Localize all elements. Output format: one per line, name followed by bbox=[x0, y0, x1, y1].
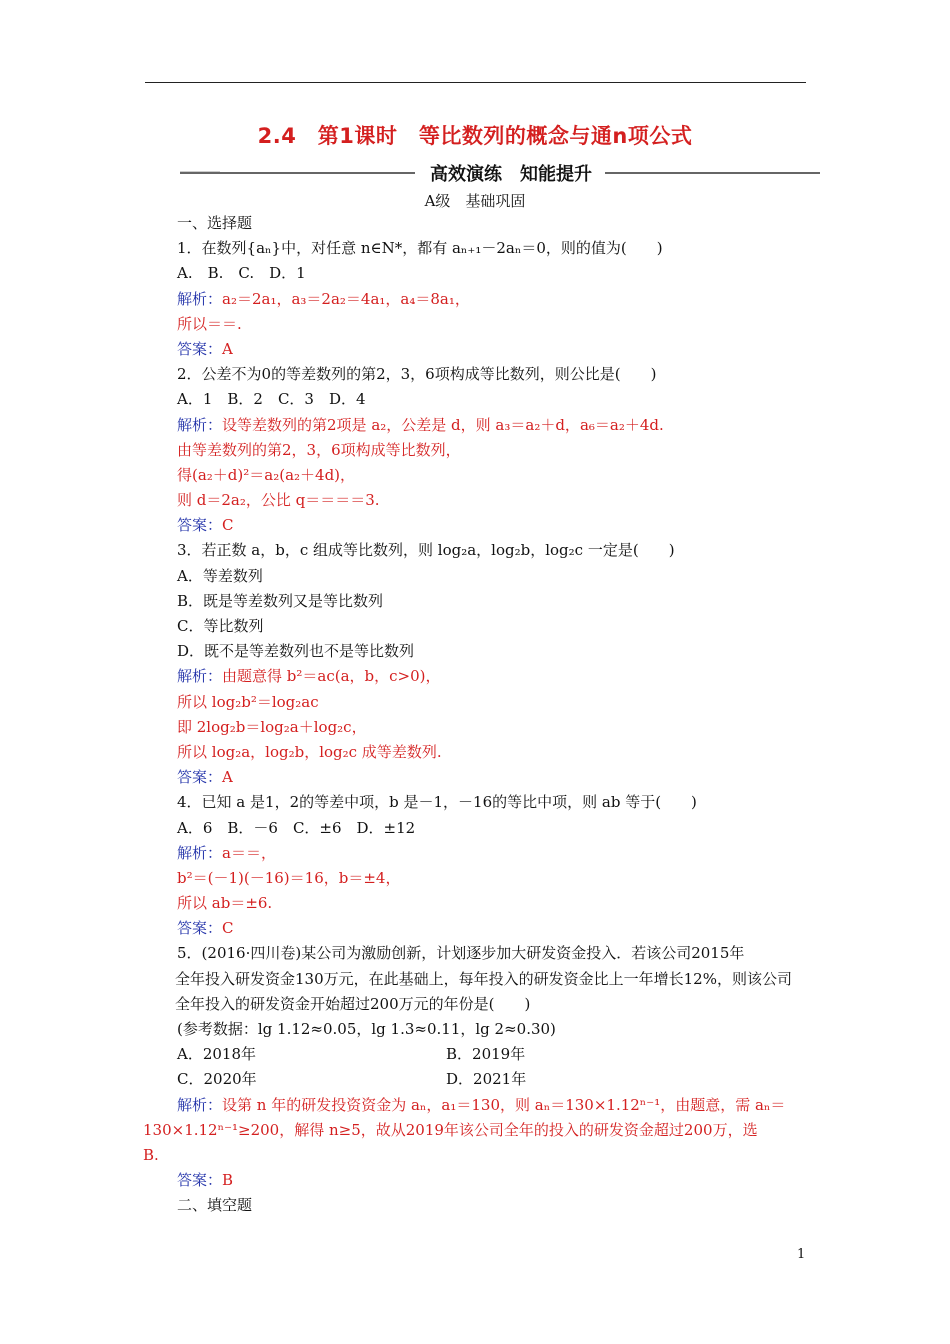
answer-label: 答案： bbox=[177, 768, 223, 787]
question-line: C．等比数列 bbox=[177, 617, 264, 635]
q5-option-d: D．2021年 bbox=[446, 1070, 527, 1089]
solution-line: 所以 log₂b²＝log₂ac bbox=[177, 692, 319, 711]
line-text: 由题意得 b²＝ac(a，b，c>0)， bbox=[222, 667, 441, 686]
question-line: A. B. C. D．1 bbox=[177, 264, 306, 283]
q5-stem-line-1: 5．(2016·四川卷)某公司为激励创新，计划逐步加大研发资金投入．若该公司2015年 bbox=[177, 944, 745, 963]
solution-line: 所以 ab＝±6. bbox=[177, 894, 273, 913]
question-line: A．6 B．－6 C．±6 D．±12 bbox=[177, 818, 416, 837]
answer-label: 答案： bbox=[177, 919, 223, 938]
subtitle-text: 高效演练 知能提升 bbox=[430, 164, 592, 185]
answer-label: 答案： bbox=[177, 339, 223, 358]
question-line: 3．若正数 a，b，c 组成等比数列，则 log₂a，log₂b，log₂c 一定是( ) bbox=[177, 541, 675, 560]
solution-line: 即 2log₂b＝log₂a＋log₂c， bbox=[177, 717, 367, 736]
question-line: 4．已知 a 是1，2的等差中项，b 是－1，－16的等比中项，则 ab 等于( ) bbox=[177, 793, 697, 812]
section-heading-fill-in: 二、填空题 bbox=[177, 1196, 253, 1215]
q5-options-row-1 bbox=[177, 1042, 807, 1067]
question-line: D．既不是等差数列也不是等比数列 bbox=[177, 642, 415, 661]
line-text: a₂＝2a₁，a₃＝2a₂＝4a₁，a₄＝8a₁， bbox=[222, 289, 470, 308]
solution-line bbox=[177, 287, 807, 312]
solution-line: 则 d＝2a₂，公比 q＝＝＝＝3. bbox=[177, 491, 380, 510]
solution-line: 得(a₂＋d)²＝a₂(a₂＋4d)， bbox=[177, 465, 356, 484]
answer-label: 答案： bbox=[177, 1171, 223, 1190]
answer-label: 答案： bbox=[177, 516, 223, 535]
solution-label: 解析： bbox=[177, 415, 223, 434]
q5-option-c: C．2020年 bbox=[177, 1070, 257, 1089]
solution-line: 所以 log₂a，log₂b，log₂c 成等差数列. bbox=[177, 742, 442, 761]
question-line: 一、选择题 bbox=[177, 214, 253, 232]
solution-line: 由等差数列的第2，3，6项构成等比数列， bbox=[177, 440, 461, 459]
solution-line: b²＝(－1)(－16)＝16，b＝±4， bbox=[177, 868, 401, 887]
q5-option-b: B．2019年 bbox=[446, 1045, 526, 1064]
solution-line bbox=[177, 664, 807, 689]
line-text: A bbox=[222, 768, 233, 787]
content-body bbox=[143, 211, 807, 1219]
q5-stem-line-2: 全年投入研发资金130万元，在此基础上，每年投入的研发资金比上一年增长12%，则该公司 bbox=[175, 969, 792, 988]
q5-stem-line-3: 全年投入的研发资金开始超过200万元的年份是( ) bbox=[175, 994, 531, 1013]
question-line: 1．在数列{aₙ}中，对任意 n∈N*，都有 aₙ₊₁－2aₙ＝0，则的值为( ) bbox=[177, 239, 663, 258]
banner-rule-right bbox=[605, 172, 820, 174]
solution-label: 解析： bbox=[177, 667, 223, 686]
page-title: 2.4 第1课时 等比数列的概念与通n项公式 bbox=[257, 124, 693, 148]
solution-line bbox=[177, 513, 807, 538]
solution-line bbox=[177, 765, 807, 790]
question-line: 2．公差不为0的等差数列的第2，3，6项构成等比数列，则公比是( ) bbox=[177, 365, 657, 384]
question-lines bbox=[177, 211, 807, 941]
line-text: a＝＝， bbox=[222, 843, 276, 862]
q5-option-a: A．2018年 bbox=[177, 1045, 257, 1064]
solution-line bbox=[177, 413, 807, 438]
q5-solution-line-1 bbox=[177, 1093, 807, 1118]
solution-label: 解析： bbox=[177, 843, 223, 862]
solution-label: 解析： bbox=[177, 1095, 223, 1114]
subtitle-banner bbox=[180, 160, 820, 186]
q5-solution-text-1: 设第 n 年的研发投资资金为 aₙ，a₁＝130，则 aₙ＝130×1.12ⁿ⁻¹，由题意，需 aₙ＝ bbox=[222, 1095, 786, 1114]
question-line: A．1 B．2 C．3 D．4 bbox=[177, 390, 366, 409]
line-text: 设等差数列的第2项是 a₂，公差是 d，则 a₃＝a₂＋d，a₆＝a₂＋4d. bbox=[222, 415, 664, 434]
line-text: C bbox=[222, 919, 234, 938]
q5-answer bbox=[177, 1168, 807, 1193]
q5-answer-value: B bbox=[222, 1171, 234, 1190]
banner-rule-left bbox=[180, 172, 415, 174]
solution-label: 解析： bbox=[177, 289, 223, 308]
question-line: A．等差数列 bbox=[177, 566, 263, 585]
q5-solution-line-3: B. bbox=[143, 1145, 159, 1164]
q5-options-row-2 bbox=[177, 1067, 807, 1092]
header-rule bbox=[145, 82, 806, 83]
page-number: 1 bbox=[797, 1247, 806, 1262]
line-text: C bbox=[222, 516, 234, 535]
line-text: A bbox=[222, 339, 233, 358]
solution-line bbox=[177, 916, 807, 941]
solution-line bbox=[177, 841, 807, 866]
level-heading: A级 基础巩固 bbox=[424, 192, 526, 210]
solution-line: 所以＝＝. bbox=[177, 314, 242, 333]
question-line: B．既是等差数列又是等比数列 bbox=[177, 591, 384, 610]
solution-line bbox=[177, 337, 807, 362]
q5-solution-line-2: 130×1.12ⁿ⁻¹≥200，解得 n≥5，故从2019年该公司全年的投入的研发资金超过200万，选 bbox=[143, 1120, 758, 1139]
q5-reference-data: (参考数据：lg 1.12≈0.05，lg 1.3≈0.11，lg 2≈0.30) bbox=[177, 1020, 556, 1038]
